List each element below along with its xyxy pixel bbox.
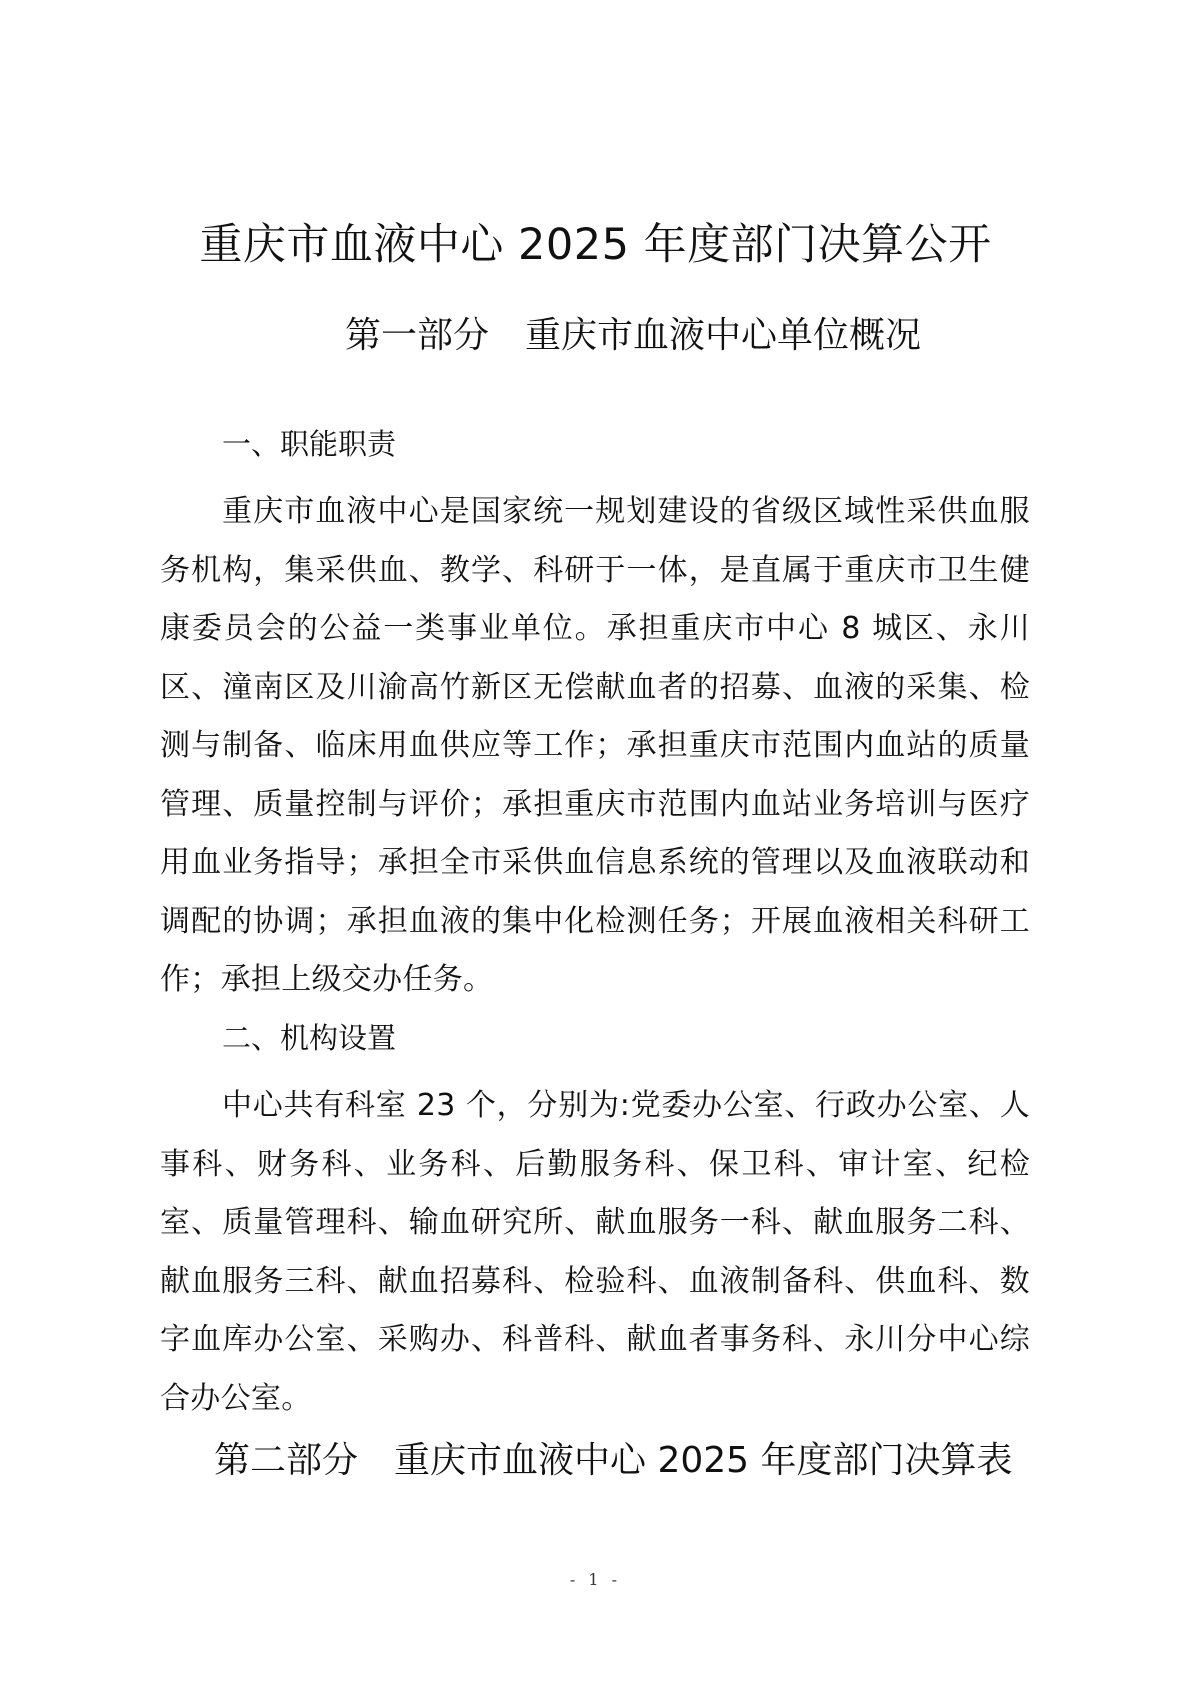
part-one-text: 重庆市血液中心单位概况 [525, 315, 922, 356]
part-two-text: 重庆市血液中心 2025 年度部门决算表 [394, 1440, 1013, 1481]
part-one-label: 第一部分 [345, 315, 490, 356]
part-two-heading [214, 1438, 1013, 1484]
section-heading-organization: 二、机构设置 [222, 1021, 397, 1055]
part-two-label: 第二部分 [214, 1440, 359, 1481]
page-number: - 1 - [569, 1570, 622, 1589]
paragraph-functions: 重庆市血液中心是国家统一规划建设的省级区域性采供血服务机构，集采供血、教学、科研于一体，是直属于重庆市卫生健康委员会的公益一类事业单位。承担重庆市中心 8 城区、永川区、潼南区及川渝高竹新区无偿献血者的招募、血液的采集、检测与制备、临床用血供应等工作；承担重庆市范围内血站的质量管理、质量控制与评价；承担重庆市范围内血站业务培训与医疗用血业务指导；承担全市采供血信息系统的管理以及血液联动和调配的协调；承担血液的集中化检测任务；开展血液相关科研工作；承担上级交办任务。 [160, 494, 1030, 997]
paragraph-organization: 中心共有科室 23 个，分别为:党委办公室、行政办公室、人事科、财务科、业务科、后勤服务科、保卫科、审计室、纪检室、质量管理科、输血研究所、献血服务一科、献血服务二科、献血服务三科、献血招募科、检验科、血液制备科、供血科、数字血库办公室、采购办、科普科、献血者事务科、永川分中心综合办公室。 [160, 1088, 1030, 1416]
part-one-heading [345, 313, 921, 359]
section-heading-functions: 一、职能职责 [222, 427, 397, 461]
document-title: 重庆市血液中心 2025 年度部门决算公开 [199, 220, 992, 270]
